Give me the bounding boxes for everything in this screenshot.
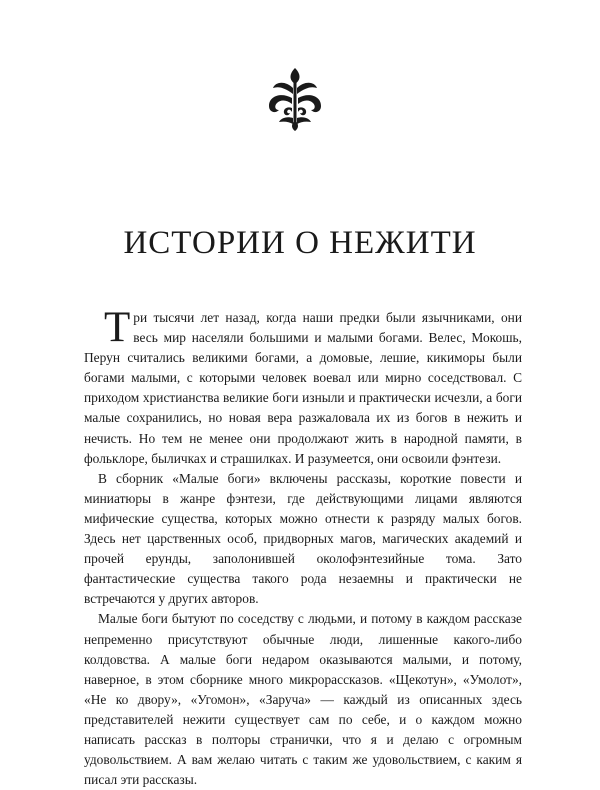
floral-ornament-icon <box>265 66 325 132</box>
paragraph-2: В сборник «Малые боги» включены рассказы, короткие повести и миниатюры в жанре фэнтези, где действующими лицами являются мифические существа, которых можно отнести к разряду малых богов. Здесь нет царственных особ, придворных магов, магических академий и прочей ерунды, заполонившей околофэнтезийные тома. Зато фантастические существа такого рода незаемны и практически не встречаются у других авторов. <box>84 470 522 607</box>
paragraph-1: Три тысячи лет назад, когда наши предки были язычниками, они весь мир населяли большими и малыми богами. Велес, Мокошь, Перун считались великими богами, а домовые, лешие, кикиморы были богами малыми, с которыми человек воевал или мирно соседствовал. С приходом христианства великие боги изныли и практически исчезли, а боги малые сохранились, но новая вера разжаловала их из богов в нежить и нечисть. Но тем не менее они продолжают жить в народной памяти, в фольклоре, быличках и страшилках. И разумеется, они освоили фэнтези. <box>84 304 522 466</box>
paragraph-3: Малые боги бытуют по соседству с людьми, и потому в каждом рассказе непременно присутствуют обычные люди, лишенные какого-либо колдовства. А малые боги недаром оказываются малыми, и потому, наверное, в этом сборнике много микрорассказов. «Щекотун», «Умолот», «Не ко двору», «Угомон», «Заруча» — каждый из описанных здесь представителей нежити существует сам по себе, и о каждом можно написать рассказ в полторы странички, что я и делаю с огромным удовольствием. А вам желаю читать с таким же удовольствием, с каким я писал эти рассказы. <box>84 611 522 788</box>
chapter-title: ИСТОРИИ О НЕЖИТИ <box>123 225 477 261</box>
body-text <box>84 304 522 790</box>
